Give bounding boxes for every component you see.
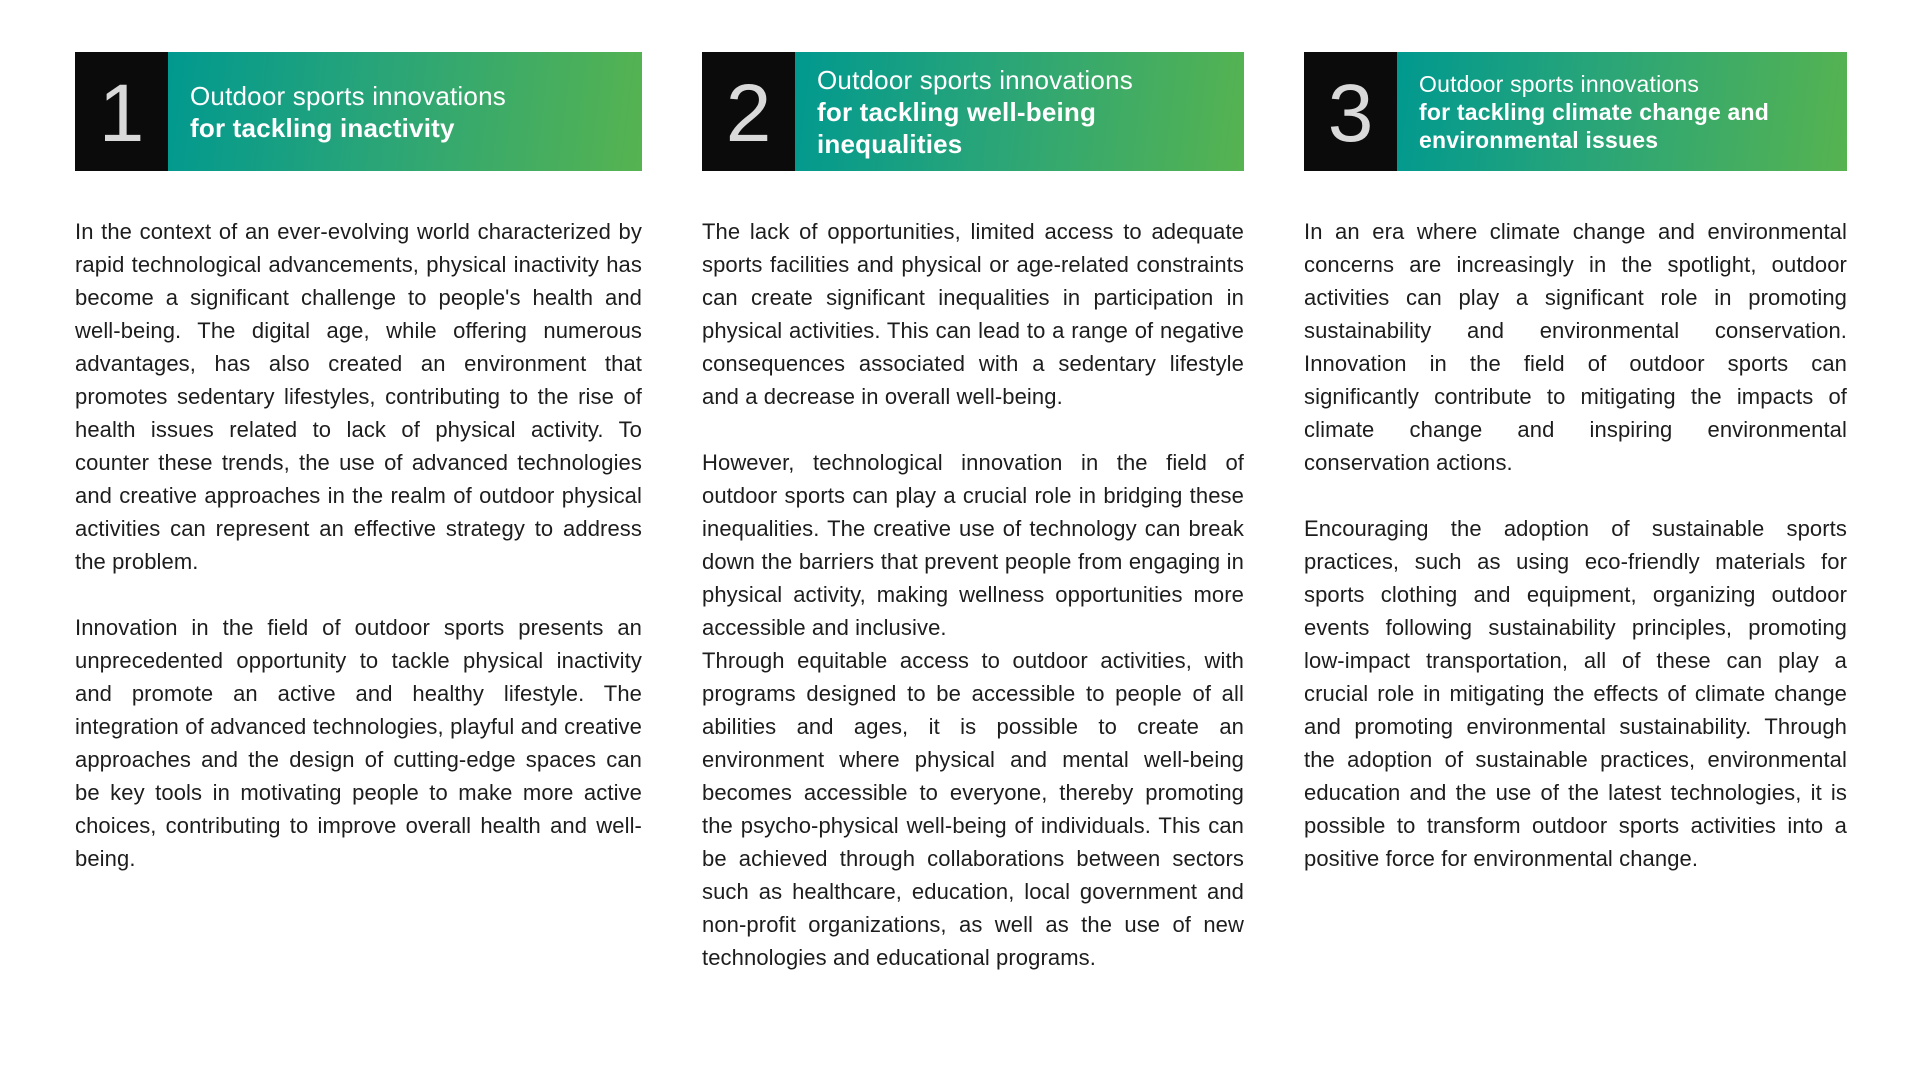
title-line-2: for tackling climate change and environmental issues	[1419, 98, 1770, 153]
title-line-1: Outdoor sports innovations	[817, 64, 1133, 95]
column-inactivity-banner	[75, 52, 642, 171]
paragraph: Through equitable access to outdoor activities, with programs designed to be accessible to people of all abilities and ages, it is possible to create an environment where physical and mental well-being becomes accessible to everyone, thereby promoting the psycho-physical well-being of individuals. This can be achieved through collaborations between sectors such as healthcare, education, local government and non-profit organizations, as well as the use of new technologies and educational programs.	[702, 648, 1244, 970]
paragraph: Encouraging the adoption of sustainable sports practices, such as using eco-friendly materials for sports clothing and equipment, organizing outdoor events following sustainability principles, promoting low-impact transportation, all of these can play a crucial role in mitigating the effects of climate change and promoting environmental sustainability. Through the adoption of sustainable practices, environmental education and the use of the latest technologies, it is possible to transform outdoor sports activities into a positive force for environmental change.	[1304, 516, 1847, 871]
column-wellbeing-inequalities	[702, 52, 1244, 1080]
column-wellbeing-number-box	[702, 52, 795, 171]
column-wellbeing-banner	[702, 52, 1244, 171]
column-climate-number: 3	[1327, 67, 1374, 159]
title-line-1: Outdoor sports innovations	[190, 80, 506, 111]
paragraph: The lack of opportunities, limited access to adequate sports facilities and physical or age-related constraints can create significant inequalities in participation in physical activities. This can lead to a range of negative consequences associated with a sedentary lifestyle and a decrease in overall well-being.	[702, 219, 1244, 409]
column-climate-title	[1397, 52, 1847, 171]
column-inactivity-number: 1	[98, 67, 145, 159]
column-climate-change	[1304, 52, 1847, 1080]
column-wellbeing-number: 2	[725, 67, 772, 159]
column-wellbeing-title	[795, 52, 1244, 171]
paragraph: In an era where climate change and environmental concerns are increasingly in the spotlight, outdoor activities can play a significant role in promoting sustainability and environmental conservation. Innovation in the field of outdoor sports can significantly contribute to mitigating the impacts of climate change and inspiring environmental conservation actions.	[1304, 219, 1847, 475]
column-climate-number-box	[1304, 52, 1397, 171]
column-wellbeing-body	[702, 215, 1244, 974]
column-inactivity-number-box	[75, 52, 168, 171]
column-inactivity-body	[75, 215, 642, 875]
title-line-1: Outdoor sports innovations	[1419, 70, 1700, 97]
column-inactivity-title	[168, 52, 642, 171]
paragraph: Innovation in the field of outdoor sports presents an unprecedented opportunity to tackle physical inactivity and promote an active and healthy lifestyle. The integration of advanced technologies, playful and creative approaches and the design of cutting-edge spaces can be key tools in motivating people to make more active choices, contributing to improve overall health and well-being.	[75, 615, 642, 871]
paragraph: In the context of an ever-evolving world characterized by rapid technological advancements, physical inactivity has become a significant challenge to people's health and well-being. The digital age, while offering numerous advantages, has also created an environment that promotes sedentary lifestyles, contributing to the rise of health issues related to lack of physical activity. To counter these trends, the use of advanced technologies and creative approaches in the realm of outdoor physical activities can represent an effective strategy to address the problem.	[75, 219, 642, 574]
column-inactivity	[75, 52, 642, 1080]
title-line-2: for tackling well-being inequalities	[817, 96, 1097, 159]
column-climate-banner	[1304, 52, 1847, 171]
title-line-2: for tackling inactivity	[190, 112, 455, 143]
paragraph: However, technological innovation in the field of outdoor sports can play a crucial role in bridging these inequalities. The creative use of technology can break down the barriers that prevent people from engaging in physical activity, making wellness opportunities more accessible and inclusive.	[702, 450, 1244, 640]
column-climate-body	[1304, 215, 1847, 875]
